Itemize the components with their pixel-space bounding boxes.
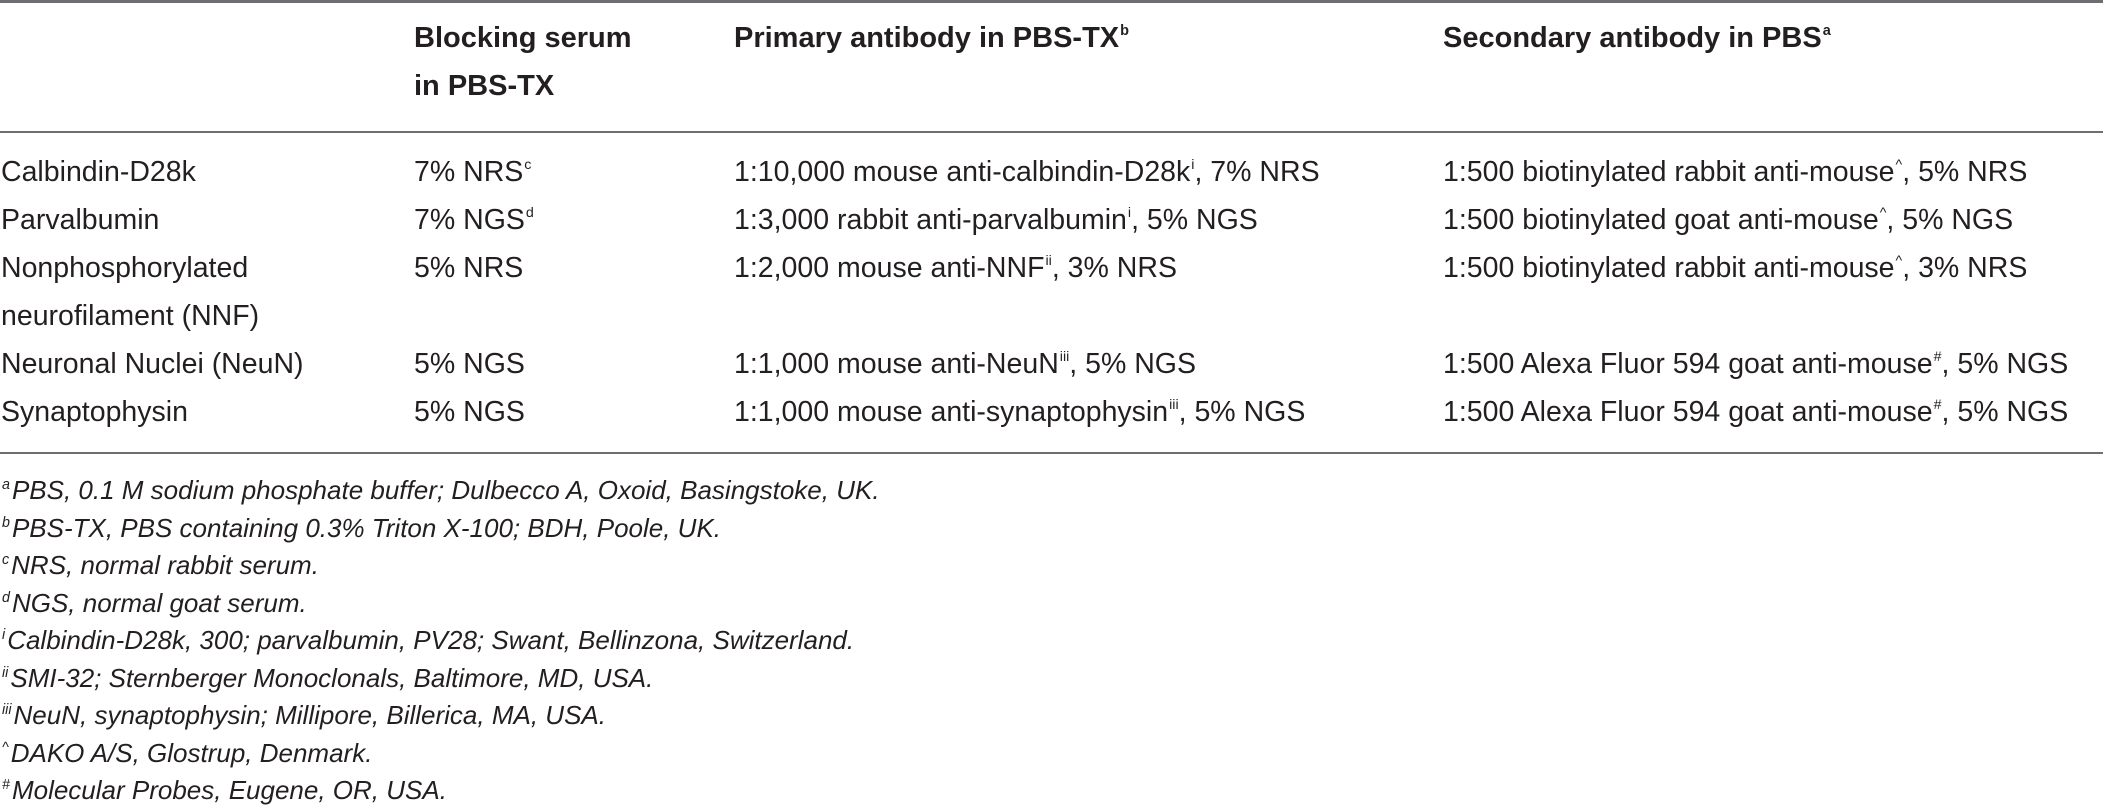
footnote-marker: b <box>2 514 10 531</box>
blocking-serum-cell <box>414 196 534 244</box>
footnote-marker: i <box>1127 204 1132 221</box>
antigen-text: Parvalbumin <box>1 204 160 236</box>
footnote-text: NRS, normal rabbit serum. <box>11 550 319 580</box>
primary-antibody-text: 1:1,000 mouse anti-NeuN <box>734 348 1059 380</box>
footnote <box>2 772 880 810</box>
column-header-text: Blocking serum <box>414 22 632 54</box>
secondary-antibody-serum: , 5% NRS <box>1902 156 2028 188</box>
footnote-marker: a <box>1822 22 1831 39</box>
secondary-antibody-cell <box>1443 244 2027 292</box>
footnote <box>2 735 880 773</box>
footnote <box>2 697 880 735</box>
antigen-cell <box>1 196 159 244</box>
footnote-marker: # <box>1933 348 1942 365</box>
primary-antibody-text: 1:2,000 mouse anti-NNF <box>734 252 1045 284</box>
footnote-text: NGS, normal goat serum. <box>11 587 307 618</box>
primary-antibody-text: 1:3,000 rabbit anti-parvalbumin <box>734 204 1127 236</box>
secondary-antibody-text: 1:500 biotinylated rabbit anti-mouse <box>1443 156 1895 188</box>
secondary-antibody-text: 1:500 biotinylated goat anti-mouse <box>1443 204 1879 236</box>
secondary-antibody-cell <box>1443 196 2013 244</box>
antigen-text: Synaptophysin <box>1 396 188 428</box>
secondary-antibody-serum: , 3% NRS <box>1902 252 2028 284</box>
secondary-antibody-serum: , 5% NGS <box>1941 348 2069 380</box>
secondary-antibody-text: 1:500 biotinylated rabbit anti-mouse <box>1443 252 1895 284</box>
footnote-text: SMI-32; Sternberger Monoclonals, Baltimore, MD, USA. <box>10 662 654 693</box>
column-header <box>1443 14 1831 62</box>
column-header-text: in PBS-TX <box>414 70 555 102</box>
blocking-serum-text: 5% NRS <box>414 252 524 284</box>
footnote-marker: c <box>2 552 10 568</box>
blocking-serum-text: 7% NGS <box>414 204 525 236</box>
footnote-marker: d <box>2 589 10 606</box>
footnote <box>2 585 880 623</box>
footnote-text: DAKO A/S, Glostrup, Denmark. <box>10 737 373 768</box>
footnote-marker: iii <box>1059 348 1070 365</box>
antigen-cell <box>1 244 259 340</box>
blocking-serum-text: 5% NGS <box>414 348 525 380</box>
footnote <box>2 472 880 510</box>
footnote-marker: ^ <box>1895 156 1903 173</box>
column-header-text: Primary antibody in PBS-TX <box>734 22 1120 54</box>
blocking-serum-cell <box>414 388 525 436</box>
secondary-antibody-cell <box>1443 340 2068 388</box>
footnote-marker: i <box>2 627 6 643</box>
secondary-antibody-cell <box>1443 148 2027 196</box>
secondary-antibody-text: 1:500 Alexa Fluor 594 goat anti-mouse <box>1443 396 1933 428</box>
footnote-marker: iii <box>1169 396 1179 413</box>
blocking-serum-cell <box>414 244 523 292</box>
footnote-marker: d <box>525 204 534 221</box>
footnote-marker: i <box>1191 156 1195 173</box>
secondary-antibody-serum: , 5% NGS <box>1886 204 2014 236</box>
primary-antibody-cell <box>734 388 1305 436</box>
header-rule <box>0 131 2103 133</box>
antigen-text: Calbindin-D28k <box>1 156 196 188</box>
primary-antibody-serum: , 5% NGS <box>1069 348 1196 380</box>
primary-antibody-cell <box>734 340 1196 388</box>
footnote <box>2 660 880 698</box>
antigen-cell <box>1 388 188 436</box>
primary-antibody-text: 1:10,000 mouse anti-calbindin-D28k <box>734 156 1191 188</box>
footnote-marker: # <box>1933 396 1942 413</box>
footnote-marker: ^ <box>1895 252 1903 269</box>
primary-antibody-cell <box>734 148 1320 196</box>
footnote-text: PBS, 0.1 M sodium phosphate buffer; Dulbecco A, Oxoid, Basingstoke, UK. <box>11 475 880 505</box>
column-header <box>414 14 632 110</box>
footnote-marker: a <box>2 477 10 493</box>
secondary-antibody-cell <box>1443 388 2068 436</box>
footnote-marker: ^ <box>1879 204 1887 221</box>
footnotes <box>2 472 880 810</box>
footnote-text: NeuN, synaptophysin; Millipore, Billerica, MA, USA. <box>13 700 606 730</box>
blocking-serum-cell <box>414 148 531 196</box>
primary-antibody-serum: , 3% NRS <box>1051 252 1177 284</box>
footnote-marker: iii <box>2 702 12 718</box>
primary-antibody-serum: , 7% NRS <box>1194 156 1320 188</box>
secondary-antibody-text: 1:500 Alexa Fluor 594 goat anti-mouse <box>1443 348 1933 380</box>
blocking-serum-cell <box>414 340 525 388</box>
antigen-cell <box>1 340 304 388</box>
footnote-text: PBS-TX, PBS containing 0.3% Triton X-100; BDH, Poole, UK. <box>11 512 722 543</box>
footnote-marker: c <box>524 156 532 173</box>
footnote-marker: ii <box>1045 252 1052 269</box>
footnote <box>2 547 880 585</box>
footnote-marker: ^ <box>2 739 9 756</box>
primary-antibody-serum: , 5% NGS <box>1178 396 1306 428</box>
footnote-text: Calbindin-D28k, 300; parvalbumin, PV28; Swant, Bellinzona, Switzerland. <box>7 625 855 655</box>
column-header <box>734 14 1129 62</box>
primary-antibody-cell <box>734 244 1177 292</box>
secondary-antibody-serum: , 5% NGS <box>1941 396 2069 428</box>
footnote <box>2 622 880 660</box>
antigen-text: Neuronal Nuclei (NeuN) <box>1 348 304 380</box>
antigen-text: neurofilament (NNF) <box>1 300 260 332</box>
antigen-cell <box>1 148 196 196</box>
blocking-serum-text: 5% NGS <box>414 396 525 428</box>
table-bottom-rule <box>0 452 2103 454</box>
primary-antibody-text: 1:1,000 mouse anti-synaptophysin <box>734 396 1169 428</box>
footnote <box>2 510 880 548</box>
primary-antibody-serum: , 5% NGS <box>1131 204 1258 236</box>
blocking-serum-text: 7% NRS <box>414 156 524 188</box>
primary-antibody-cell <box>734 196 1258 244</box>
column-header-text: Secondary antibody in PBS <box>1443 22 1822 54</box>
antigen-text: Nonphosphorylated <box>1 252 249 284</box>
footnote-marker: # <box>2 777 10 793</box>
footnote-marker: ii <box>2 664 9 681</box>
footnote-text: Molecular Probes, Eugene, OR, USA. <box>11 775 447 805</box>
footnote-marker: b <box>1120 22 1129 39</box>
table-top-rule <box>0 0 2103 3</box>
